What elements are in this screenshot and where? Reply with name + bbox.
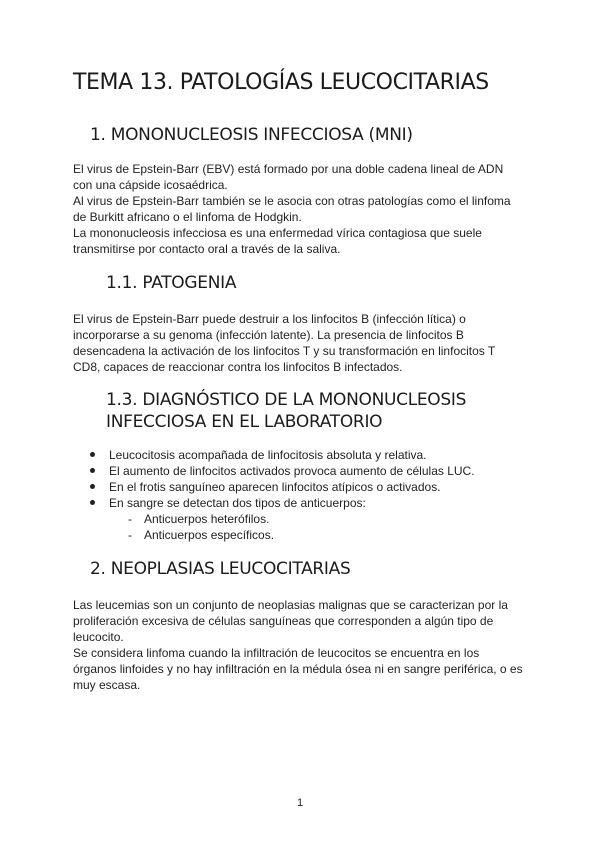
dash-marker: - [128, 528, 132, 542]
text-line: Las leucemias son un conjunto de neoplasias malignas que se caracterizan por la [73, 598, 508, 612]
text-line: El virus de Epstein-Barr (EBV) está formado por una doble cadena lineal de ADN [73, 162, 504, 176]
list-item-text: En el frotis sanguíneo aparecen linfocitos atípicos o activados. [109, 480, 441, 494]
bullet-icon [90, 484, 95, 489]
page-number: 1 [296, 797, 304, 809]
bullet-icon [90, 468, 95, 473]
sub-list-item-text: Anticuerpos específicos. [144, 528, 275, 542]
list-item [73, 479, 543, 495]
text-line: órganos linfoides y no hay infiltración en la médula ósea ni en sangre periférica, o es [73, 662, 523, 676]
text-line: desencadena la activación de los linfocitos T y su transformación en linfocitos T [73, 344, 496, 358]
page-title: TEMA 13. PATOLOGÍAS LEUCOCITARIAS [73, 70, 489, 95]
sub-list-item [73, 511, 543, 527]
sub-list-item [73, 527, 543, 543]
text-line: CD8, capaces de reaccionar contra los linfocitos B infectados. [73, 360, 403, 374]
list-item-text: En sangre se detectan dos tipos de anticuerpos: [109, 496, 366, 510]
diagnosis-bullet-list [73, 447, 543, 543]
list-item [73, 495, 543, 511]
heading-line: INFECCIOSA EN EL LABORATORIO [106, 412, 383, 432]
bullet-icon [90, 500, 95, 505]
section-1-paragraph [73, 161, 543, 257]
dash-marker: - [128, 512, 132, 526]
text-line: transmitirse por contacto oral a través de la saliva. [73, 242, 341, 256]
text-line: de Burkitt africano o el linfoma de Hodgkin. [73, 210, 302, 224]
text-line: con una cápside icosaédrica. [73, 178, 228, 192]
text-line: El virus de Epstein-Barr puede destruir a los linfocitos B (infección lítica) o [73, 312, 466, 326]
list-item [73, 463, 543, 479]
heading-line: 1.3. DIAGNÓSTICO DE LA MONONUCLEOSIS [106, 390, 467, 410]
section-1-3-heading [106, 389, 466, 433]
list-item-text: Leucocitosis acompañada de linfocitosis absoluta y relativa. [109, 448, 427, 462]
text-line: leucocito. [73, 630, 124, 644]
text-line: La mononucleosis infecciosa es una enfermedad vírica contagiosa que suele [73, 226, 482, 240]
text-line: proliferación excesiva de células sanguíneas que corresponden a algún tipo de [73, 614, 494, 628]
section-1-heading: 1. MONONUCLEOSIS INFECCIOSA (MNI) [90, 125, 413, 145]
bullet-icon [90, 452, 95, 457]
text-line: muy escasa. [73, 678, 141, 692]
text-line: incorporarse a su genoma (infección latente). La presencia de linfocitos B [73, 328, 464, 342]
section-2-paragraph [73, 597, 543, 693]
list-item-text: El aumento de linfocitos activados provoca aumento de células LUC. [109, 464, 475, 478]
text-line: Se considera linfoma cuando la infiltración de leucocitos se encuentra en los [73, 646, 480, 660]
text-line: Al virus de Epstein-Barr también se le asocia con otras patologías como el linfoma [73, 194, 511, 208]
section-1-1-paragraph [73, 311, 543, 375]
section-1-1-heading: 1.1. PATOGENIA [106, 273, 237, 293]
list-item [73, 447, 543, 463]
sub-list-item-text: Anticuerpos heterófilos. [144, 512, 270, 526]
section-2-heading: 2. NEOPLASIAS LEUCOCITARIAS [90, 559, 351, 579]
